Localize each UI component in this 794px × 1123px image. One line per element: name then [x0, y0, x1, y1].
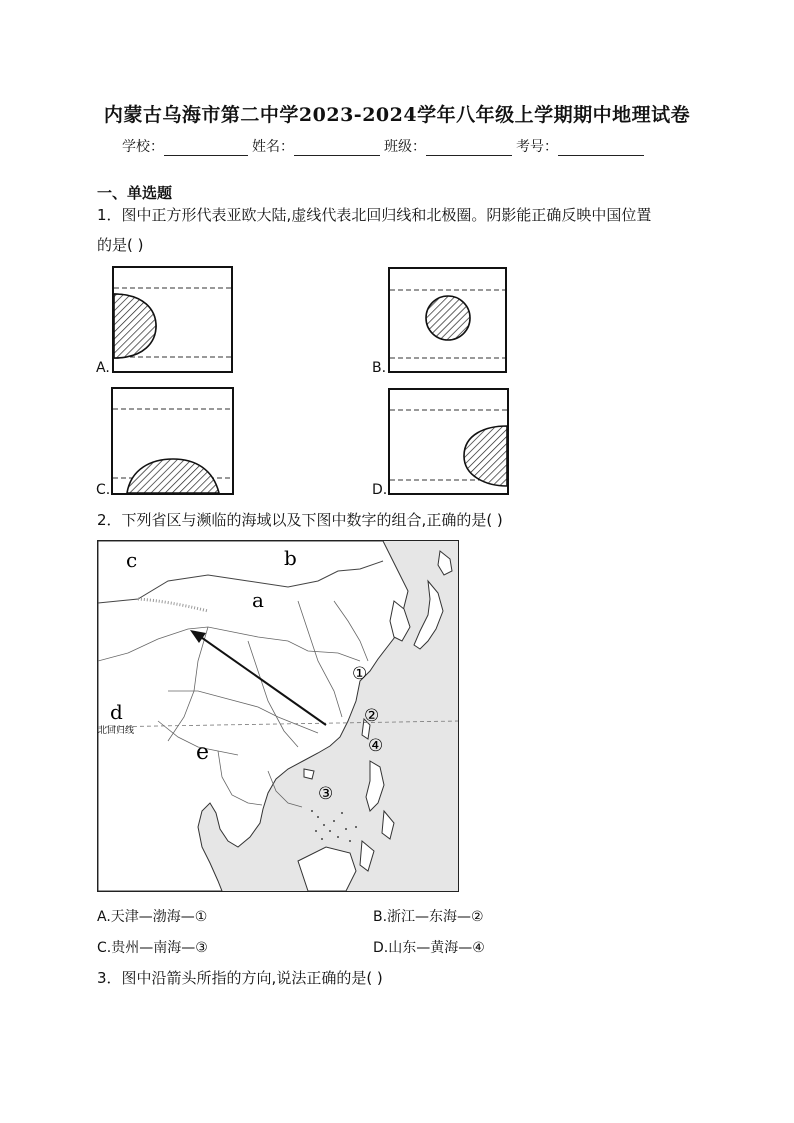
map-label-e: e	[196, 740, 210, 765]
q1-option-c-svg	[113, 389, 232, 493]
school-label: 学校：	[122, 139, 164, 155]
map-label-3: ③	[318, 784, 334, 804]
q1-option-b-diagram[interactable]	[388, 267, 507, 373]
q1-option-c-diagram[interactable]	[111, 387, 234, 495]
asia-map-svg	[98, 541, 458, 891]
q2-option-d[interactable]: D.山东—黄海—④	[373, 940, 485, 956]
student-info-row	[122, 136, 648, 156]
class-label: 班级：	[384, 139, 426, 155]
map-label-a: a	[252, 588, 264, 612]
map-label-4: ④	[368, 736, 384, 756]
q1-option-a-svg	[114, 268, 231, 371]
class-blank[interactable]	[426, 139, 512, 156]
section-heading: 一、单选题	[97, 184, 173, 202]
q1-option-b-svg	[390, 269, 505, 371]
map-label-b: b	[284, 546, 297, 570]
q1-option-d-diagram[interactable]	[388, 388, 509, 495]
question-1-text	[97, 200, 697, 260]
map-label-tropic: 北回归线	[98, 726, 135, 736]
exam-title: 内蒙古乌海市第二中学2023-2024学年八年级上学期期中地理试卷	[103, 104, 691, 126]
map-label-2: ②	[364, 706, 380, 726]
exam-number-blank[interactable]	[558, 139, 644, 156]
question-2-text: 2．下列省区与濒临的海域以及下图中数字的组合,正确的是( )	[97, 511, 503, 529]
name-blank[interactable]	[294, 139, 380, 156]
q1-option-a-label[interactable]: A.	[96, 360, 110, 376]
q1-option-c-label[interactable]: C.	[96, 482, 111, 498]
question-1-line2: 的是( )	[97, 236, 144, 254]
map-label-d: d	[110, 700, 123, 724]
q1-option-b-label[interactable]: B.	[372, 360, 387, 376]
question-1-line1: 1．图中正方形代表亚欧大陆,虚线代表北回归线和北极圈。阴影能正确反映中国位置	[97, 206, 652, 224]
q2-option-c[interactable]: C.贵州—南海—③	[97, 940, 208, 956]
q1-option-d-label[interactable]: D.	[372, 482, 388, 498]
q1-option-a-diagram[interactable]	[112, 266, 233, 373]
q1-option-d-svg	[390, 390, 507, 493]
question-3-text: 3．图中沿箭头所指的方向,说法正确的是( )	[97, 969, 383, 987]
q2-option-b[interactable]: B.浙江—东海—②	[373, 909, 484, 925]
q2-option-a[interactable]: A.天津—渤海—①	[97, 909, 208, 925]
exam-number-label: 考号：	[516, 139, 558, 155]
asia-map	[97, 540, 459, 892]
map-label-c: c	[126, 548, 138, 572]
name-label: 姓名：	[252, 139, 294, 155]
map-label-1: ①	[352, 664, 368, 684]
school-blank[interactable]	[164, 139, 248, 156]
